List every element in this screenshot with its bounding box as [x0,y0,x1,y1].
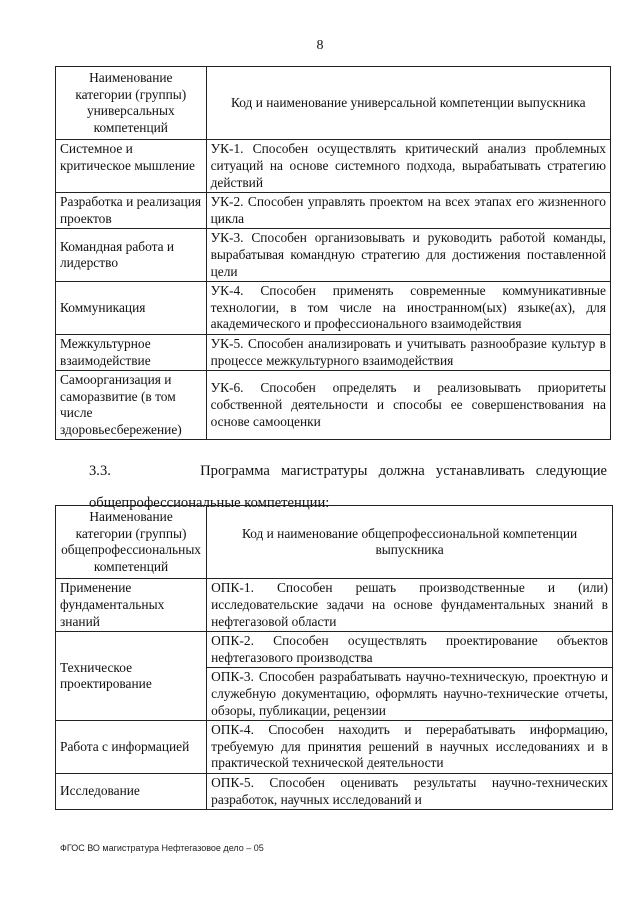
competence-cell: УК-4. Способен применять современные коммуникативные технологии, в том числе на иностранном(ых) языке(ах), для академического и профессионального взаимодействия [206,282,610,335]
competence-cell: ОПК-5. Способен оценивать результаты научно-технических разработок, научных исследований и [207,773,613,809]
competence-cell: УК-2. Способен управлять проектом на всех этапах его жизненного цикла [206,193,610,229]
category-cell: Самоорганизация и саморазвитие (в том числе здоровьесбережение) [56,371,207,440]
table-header-row [56,506,613,579]
table-row [56,193,611,229]
competence-column-header: Код и наименование универсальной компетенции выпускника [206,67,610,140]
category-cell: Техническое проектирование [56,632,207,721]
competence-cell: УК-1. Способен осуществлять критический анализ проблемных ситуаций на основе системного подхода, вырабатывать стратегию действий [206,140,610,193]
table-row [56,334,611,370]
category-cell: Разработка и реализация проектов [56,193,207,229]
table-row [56,371,611,440]
table-row [56,721,613,774]
category-cell: Исследование [56,773,207,809]
competence-cell: ОПК-2. Способен осуществлять проектирование объектов нефтегазового производства [207,632,613,668]
competence-cell: ОПК-3. Способен разрабатывать научно-техническую, проектную и служебную документацию, оформлять научно-технические отчеты, обзоры, публикации, рецензии [207,668,613,721]
category-cell: Коммуникация [56,282,207,335]
category-cell: Командная работа и лидерство [56,229,207,282]
table-row [56,632,613,668]
category-column-header: Наименование категории (группы) общепрофессиональных компетенций [56,506,207,579]
general-professional-competences-table [55,505,613,810]
competence-cell: ОПК-1. Способен решать производственные и (или) исследовательские задачи на основе фундаментальных знаний в нефтегазовой области [207,579,613,632]
table-row [56,773,613,809]
table-row [56,229,611,282]
paragraph-text: Программа магистратуры должна устанавливать следующие общепрофессиональные компетенции: [89,463,607,511]
paragraph-number: 3.3. [89,463,111,479]
page-number: 8 [316,38,324,53]
universal-competences-table [55,66,611,440]
category-cell: Системное и критическое мышление [56,140,207,193]
competence-cell: ОПК-4. Способен находить и перерабатывать информацию, требуемую для принятия решений в научных исследованиях и в практической технической деятельности [207,721,613,774]
category-column-header: Наименование категории (группы) универсальных компетенций [56,67,207,140]
category-cell: Применение фундаментальных знаний [56,579,207,632]
table-row [56,140,611,193]
table-row [56,579,613,632]
competence-cell: УК-5. Способен анализировать и учитывать разнообразие культур в процессе межкультурного взаимодействия [206,334,610,370]
competence-column-header: Код и наименование общепрофессиональной компетенции выпускника [207,506,613,579]
document-footer: ФГОС ВО магистратура Нефтегазовое дело – 05 [60,843,264,853]
category-cell: Работа с информацией [56,721,207,774]
competence-cell: УК-6. Способен определять и реализовывать приоритеты собственной деятельности и способы ее совершенствования на основе самооценки [206,371,610,440]
table-header-row [56,67,611,140]
table-row [56,282,611,335]
competence-cell: УК-3. Способен организовывать и руководить работой команды, вырабатывая командную стратегию для достижения поставленной цели [206,229,610,282]
category-cell: Межкультурное взаимодействие [56,334,207,370]
